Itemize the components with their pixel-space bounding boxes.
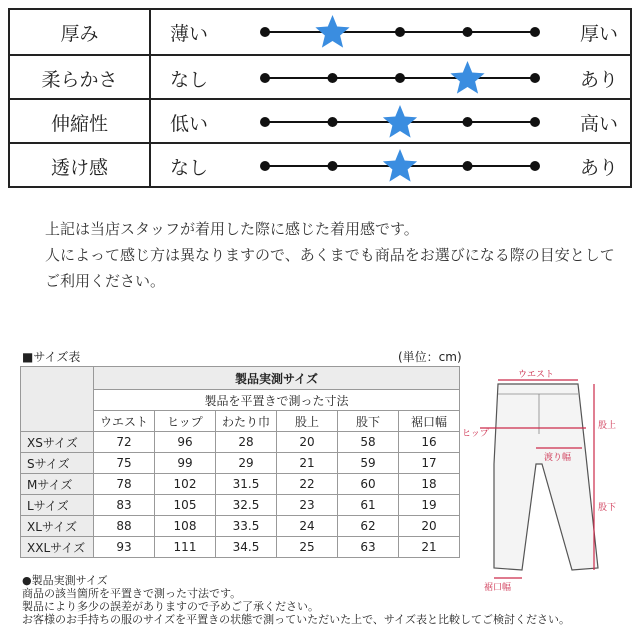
feel-row-sheerness: [10, 142, 630, 188]
table-cell: 78: [94, 474, 155, 495]
feel-scale: [250, 144, 550, 188]
feel-max-label: あり: [579, 156, 618, 179]
thigh-label: 渡り幅: [544, 453, 572, 463]
table-cell: 108: [155, 516, 216, 537]
header-sub: 製品を平置きで測った寸法: [94, 390, 460, 411]
size-label: Sサイズ: [21, 453, 94, 474]
wear-feel-table: [8, 8, 632, 188]
corner-cell: [21, 367, 94, 432]
inseam-label: 股下: [598, 503, 617, 513]
table-cell: 88: [94, 516, 155, 537]
size-table: [20, 366, 460, 558]
table-cell: 96: [155, 432, 216, 453]
feel-min-label: なし: [170, 156, 209, 179]
hem-label: 裾口幅: [484, 583, 512, 593]
feel-min-label: なし: [170, 68, 209, 91]
feel-label: 柔らかさ: [10, 56, 151, 100]
table-cell: 20: [399, 516, 460, 537]
size-table-title: ■サイズ表: [22, 350, 81, 364]
table-cell: 31.5: [216, 474, 277, 495]
scale-dot: [530, 27, 540, 37]
scale-dot: [530, 161, 540, 171]
table-row: [21, 516, 460, 537]
feel-row-softness: [10, 54, 630, 100]
table-cell: 33.5: [216, 516, 277, 537]
table-cell: 17: [399, 453, 460, 474]
feel-scale: [250, 100, 550, 144]
table-cell: 62: [338, 516, 399, 537]
note-line: 上記は当店スタッフが着用した際に感じた着用感です。: [45, 220, 419, 238]
column-header: 股上: [277, 411, 338, 432]
footnote-line: 製品により多少の誤差がありますので予めご了承ください。: [22, 600, 319, 613]
size-label: Lサイズ: [21, 495, 94, 516]
level-star-icon: [315, 15, 349, 48]
scale-dot: [328, 117, 338, 127]
feel-max-label: 厚い: [579, 22, 618, 45]
feel-label: 伸縮性: [10, 100, 151, 144]
scale-dot: [395, 27, 405, 37]
rise-label: 股上: [598, 421, 617, 431]
table-cell: 23: [277, 495, 338, 516]
table-cell: 32.5: [216, 495, 277, 516]
table-cell: 21: [399, 537, 460, 558]
level-star-icon: [383, 149, 417, 182]
footnote-line: お客様のお手持ちの服のサイズを平置きの状態で測っていただいた上で、サイズ表と比較してご検討ください。: [22, 613, 571, 626]
scale-dot: [530, 73, 540, 83]
table-cell: 29: [216, 453, 277, 474]
column-header: ウエスト: [94, 411, 155, 432]
feel-label: 厚み: [10, 10, 151, 54]
scale-dot: [328, 161, 338, 171]
scale-dot: [260, 73, 270, 83]
table-cell: 102: [155, 474, 216, 495]
table-cell: 18: [399, 474, 460, 495]
table-cell: 99: [155, 453, 216, 474]
scale-dot: [328, 73, 338, 83]
feel-row-stretch: [10, 98, 630, 144]
header-main: 製品実測サイズ: [94, 367, 460, 390]
hip-label: ヒップ: [462, 429, 489, 439]
column-header: 股下: [338, 411, 399, 432]
table-cell: 25: [277, 537, 338, 558]
table-cell: 75: [94, 453, 155, 474]
table-row: [21, 474, 460, 495]
size-label: Mサイズ: [21, 474, 94, 495]
table-row: [21, 453, 460, 474]
table-row: [21, 537, 460, 558]
feel-max-label: 高い: [579, 112, 618, 135]
table-cell: 34.5: [216, 537, 277, 558]
scale-dot: [463, 117, 473, 127]
waist-label: ウエスト: [518, 370, 555, 380]
table-cell: 28: [216, 432, 277, 453]
scale-dot: [260, 117, 270, 127]
table-row: [21, 432, 460, 453]
table-cell: 61: [338, 495, 399, 516]
scale-dot: [463, 161, 473, 171]
feel-label: 透け感: [10, 144, 151, 188]
table-cell: 16: [399, 432, 460, 453]
size-label: XLサイズ: [21, 516, 94, 537]
level-star-icon: [383, 105, 417, 138]
scale-dot: [395, 73, 405, 83]
table-cell: 19: [399, 495, 460, 516]
note-line: 人によって感じ方は異なりますので、あくまでも商品をお選びになる際の目安として: [45, 246, 615, 264]
pants-outline: [494, 384, 598, 570]
feel-min-label: 低い: [170, 112, 209, 135]
table-cell: 111: [155, 537, 216, 558]
feel-max-label: あり: [579, 68, 618, 91]
level-star-icon: [450, 61, 484, 94]
footnote-line: 商品の該当箇所を平置きで測った寸法です。: [22, 587, 242, 600]
column-header: わたり巾: [216, 411, 277, 432]
table-cell: 22: [277, 474, 338, 495]
unit-label: (単位：cm): [398, 350, 462, 364]
table-cell: 63: [338, 537, 399, 558]
table-cell: 21: [277, 453, 338, 474]
table-cell: 72: [94, 432, 155, 453]
scale-dot: [463, 27, 473, 37]
table-cell: 105: [155, 495, 216, 516]
table-cell: 59: [338, 453, 399, 474]
table-cell: 60: [338, 474, 399, 495]
feel-scale: [250, 10, 550, 54]
note-line: ご利用ください。: [45, 272, 166, 290]
footnote-title: ●製品実測サイズ: [22, 574, 108, 587]
feel-scale: [250, 56, 550, 100]
table-cell: 24: [277, 516, 338, 537]
scale-dot: [260, 27, 270, 37]
table-cell: 20: [277, 432, 338, 453]
feel-min-label: 薄い: [170, 22, 209, 45]
size-label: XSサイズ: [21, 432, 94, 453]
table-cell: 58: [338, 432, 399, 453]
scale-dot: [260, 161, 270, 171]
pants-measurement-diagram: [460, 364, 636, 594]
table-cell: 83: [94, 495, 155, 516]
scale-dot: [530, 117, 540, 127]
column-header: 裾口幅: [399, 411, 460, 432]
size-label: XXLサイズ: [21, 537, 94, 558]
table-row: [21, 495, 460, 516]
column-header: ヒップ: [155, 411, 216, 432]
feel-row-thickness: [10, 10, 630, 54]
table-cell: 93: [94, 537, 155, 558]
